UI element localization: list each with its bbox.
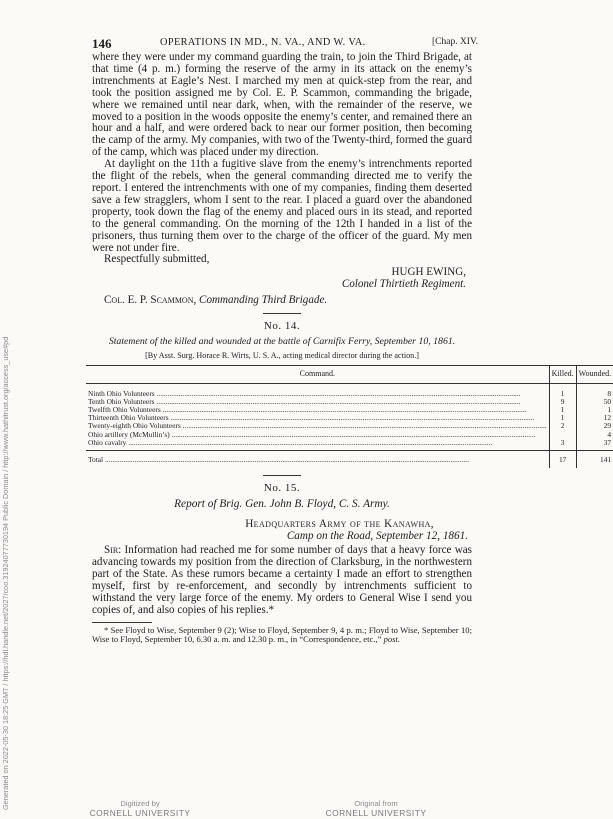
table-header-row [86, 366, 613, 383]
row-killed: 1 [549, 383, 576, 398]
footer-left [80, 800, 200, 817]
row-wounded: 37 [576, 439, 613, 451]
running-title: OPERATIONS IN MD., N. VA., AND W. VA. [160, 37, 366, 48]
footnote [92, 626, 472, 645]
doc-15-body [92, 545, 472, 616]
row-wounded: 50 [576, 398, 613, 406]
hq-line-1-text: Headquarters Army of the Kanawha, [245, 518, 434, 531]
row-unit: Ohio artillery (McMullin’s) ..... [88, 431, 547, 439]
row-unit: Ohio cavalry ..... [88, 439, 547, 447]
body-paragraph-1: where they were under my command guarding the train, to join the Third Brigade, at that time (4 p. m.) forming the reserve of the army in its attack on the enemy’s intrenchments at Eagle’s Nest. I marched my men at quick-step from the rear, and took the position assigned me by Col. E. P. Scammon, commanding the brigade, where we remained until near dark, when, with the remainder of the reserve, we moved to a position in the woods opposite the enemy’s center, and remained there an hour and a half, and were ordered back to near our former position, then becoming the camp of the army. My companies, with two of the Twenty-third, formed the guard of the camp, which was placed under my direction. [92, 51, 473, 159]
total-killed: 17 [549, 450, 576, 468]
casualty-table [86, 365, 613, 468]
row-wounded: 4 [576, 431, 613, 439]
table-row [86, 383, 613, 398]
body-paragraph-2: At daylight on the 11th a fugitive slave from the enemy’s intrenchments reported the flight of the rebels, when the general commanding directed me to verify the report. I entered the intrenchments with one of my companies, finding them deserted save a few stragglers, whom I sent to the rear. I placed a guard over the abandoned property, took down the flag of the enemy and placed ours in its stead, and reported to the general commanding. On the morning of the 12th I handed in a list of the prisoners, thus turning them over to the charge of the officer of the guard. My men were not under fire. [92, 158, 472, 254]
footer-left-big: CORNELL UNIVERSITY [89, 807, 191, 818]
row-wounded: 8 [576, 383, 613, 398]
section-divider [263, 313, 301, 314]
doc-14-statement: Statement of the killed and wounded at the battle of Carnifix Ferry, September 10, 1861. [108, 336, 456, 348]
doc-15-heading: Report of Brig. Gen. John B. Floyd, C. S. Army. [174, 498, 390, 511]
page-number: 146 [92, 36, 112, 51]
page [88, 36, 612, 644]
footer-right [316, 800, 436, 817]
addressee-role: Commanding Third Brigade. [199, 294, 328, 307]
total-label: Total ..... [88, 456, 547, 464]
row-unit: Thirteenth Ohio Volunteers ..... [88, 414, 547, 422]
row-killed: 1 [549, 406, 576, 414]
footnote-rule [92, 622, 152, 623]
row-unit: Tenth Ohio Volunteers ..... [88, 398, 547, 406]
row-killed: 3 [549, 439, 576, 451]
footnote-post: post. [383, 633, 401, 644]
col-command: Command. [86, 366, 549, 383]
running-header [92, 36, 478, 52]
signature-name: HUGH EWING, [391, 266, 466, 279]
table-row [86, 439, 613, 451]
footnote-text: * See Floyd to Wise, September 9 (2); Wise to Floyd, September 9, 4 p. m.; Floyd to Wise, September 10; Wise to Floyd, September 10, 6.30 a. m. and 12.30 p. m., in “Correspondence, etc.,” [92, 624, 472, 644]
row-wounded: 29 [576, 422, 613, 430]
doc-14-byline: [By Asst. Surg. Horace R. Wirts, U. S. A., acting medical director during the action.] [145, 351, 419, 361]
row-wounded: 1 [576, 406, 613, 414]
total-wounded: 141 [576, 450, 613, 468]
signature-block [92, 266, 472, 290]
doc-15-body-text: Information had reached me for some number of days that a heavy force was advancing towards my position from the direction of Clarksburg, in the northwestern part of the State. As these rumors became a certainty I made an effort to strengthen myself, first by re-enforcement, and secondly by intrenchments sufficient to withstand the very large force of the enemy. My orders to General Wise I send you copies of, and also copies of his replies.* [92, 544, 473, 616]
col-killed: Killed. [549, 366, 576, 383]
closing-line: Respectfully submitted, [104, 253, 210, 266]
row-wounded: 12 [576, 414, 613, 422]
footer-right-big: CORNELL UNIVERSITY [325, 807, 427, 818]
doc-15-number: No. 15. [263, 482, 301, 495]
side-margin-note [1, 336, 11, 812]
footer-right-small: Original from [354, 799, 398, 808]
col-wounded: Wounded. [576, 366, 613, 383]
hq-line-2: Camp on the Road, September 12, 1861. [286, 530, 468, 543]
hq-line-1 [92, 518, 472, 530]
row-unit: Ninth Ohio Volunteers ..... [88, 390, 547, 398]
row-unit: Twelfth Ohio Volunteers ..... [88, 406, 547, 414]
row-unit: Twenty-eighth Ohio Volunteers ..... [88, 422, 547, 430]
addressee [92, 294, 472, 306]
salutation: Sir: [104, 544, 122, 557]
section-divider [263, 475, 301, 476]
row-killed: 1 [549, 414, 576, 422]
addressee-name: Col. E. P. Scammon, [104, 294, 197, 307]
footer-left-small: Digitized by [120, 799, 160, 808]
chapter-label: [Chap. XIV. [431, 37, 478, 47]
side-margin-text: Generated on 2022-05-30 18:25 GMT / https://hdl.handle.net/2027/coo.31924077730194 Public Domain / http://www.hathitrust.org/access_use#pd [1, 336, 10, 810]
doc-14-number: No. 14. [263, 320, 301, 333]
total-row [86, 450, 613, 468]
signature-title: Colonel Thirtieth Regiment. [341, 278, 466, 291]
row-killed: 9 [549, 398, 576, 406]
row-killed: 2 [549, 422, 576, 430]
